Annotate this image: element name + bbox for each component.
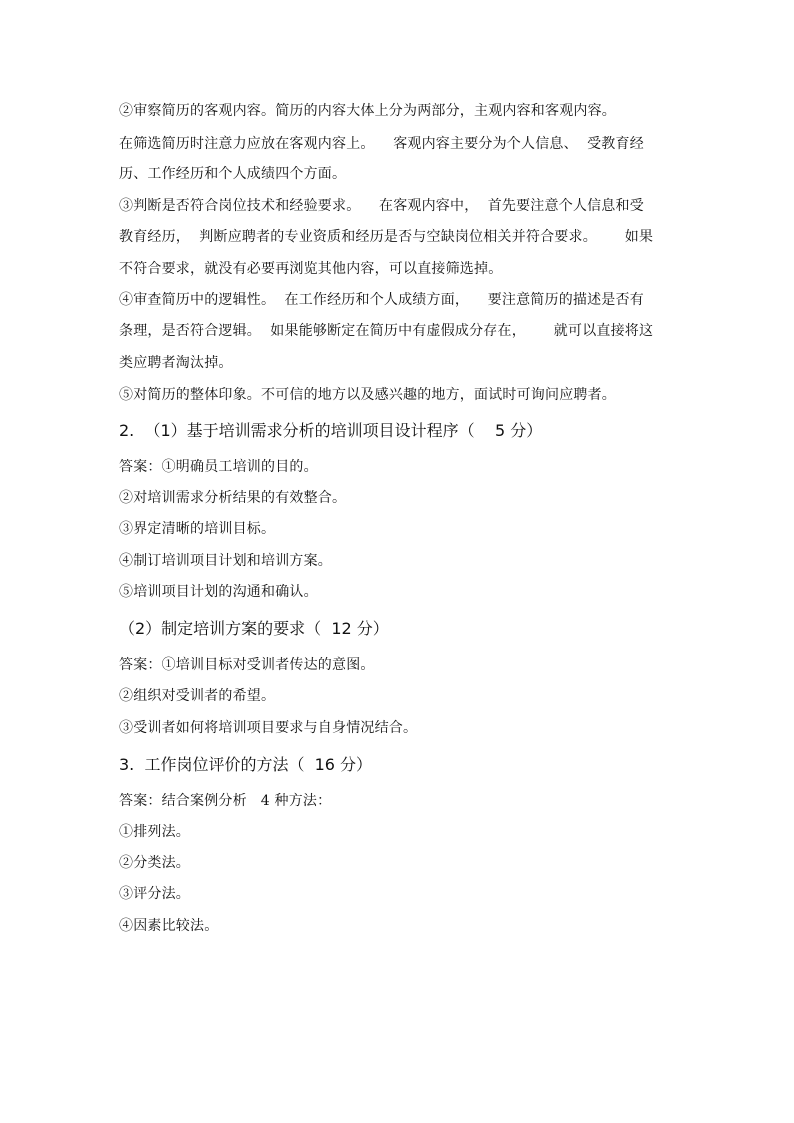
- paragraph-line: 历、工作经历和个人成绩四个方面。: [119, 166, 347, 182]
- paragraph-line: 教育经历， 判断应聘者的专业资质和经历是否与空缺岗位相关并符合要求。 如果: [119, 229, 654, 245]
- question-heading: 2. （1）基于培训需求分析的培训项目设计程序（ 5 分）: [119, 421, 543, 440]
- answer-line: ②对培训需求分析结果的有效整合。: [119, 490, 347, 506]
- answer-line: ①排列法。: [119, 824, 190, 840]
- paragraph-line: ②审察简历的客观内容。简历的内容大体上分为两部分，主观内容和客观内容。: [119, 103, 616, 119]
- answer-line: ②分类法。: [119, 855, 190, 871]
- answer-line: ④因素比较法。: [119, 918, 219, 934]
- answer-line: 答案：①明确员工培训的目的。: [119, 459, 318, 475]
- answer-line: ③界定清晰的培训目标。: [119, 521, 276, 537]
- answer-line: ⑤培训项目计划的沟通和确认。: [119, 584, 318, 600]
- paragraph-line: 条理，是否符合逻辑。 如果能够断定在简历中有虚假成分存在， 就可以直接将这: [119, 323, 654, 339]
- answer-line: ②组织对受训者的希望。: [119, 688, 276, 704]
- answer-line: 答案：①培训目标对受训者传达的意图。: [119, 657, 375, 673]
- question-heading: （2）制定培训方案的要求（ 12 分）: [119, 619, 389, 638]
- paragraph-line: ⑤对简历的整体印象。不可信的地方以及感兴趣的地方，面试时可询问应聘者。: [119, 387, 616, 403]
- paragraph-line: 类应聘者淘汰掉。: [119, 355, 233, 371]
- paragraph-line: 在筛选简历时注意力应放在客观内容上。 客观内容主要分为个人信息、 受教育经: [119, 136, 644, 152]
- answer-line: 答案：结合案例分析 4 种方法：: [119, 793, 332, 809]
- answer-line: ③受训者如何将培训项目要求与自身情况结合。: [119, 720, 418, 736]
- question-heading: 3. 工作岗位评价的方法（ 16 分）: [119, 755, 373, 774]
- paragraph-line: ③判断是否符合岗位技术和经验要求。 在客观内容中， 首先要注意个人信息和受: [119, 198, 644, 214]
- answer-line: ③评分法。: [119, 886, 190, 902]
- answer-line: ④制订培训项目计划和培训方案。: [119, 553, 332, 569]
- paragraph-line: 不符合要求，就没有必要再浏览其他内容，可以直接筛选掉。: [119, 261, 503, 277]
- paragraph-line: ④审查简历中的逻辑性。 在工作经历和个人成绩方面， 要注意简历的描述是否有: [119, 292, 644, 308]
